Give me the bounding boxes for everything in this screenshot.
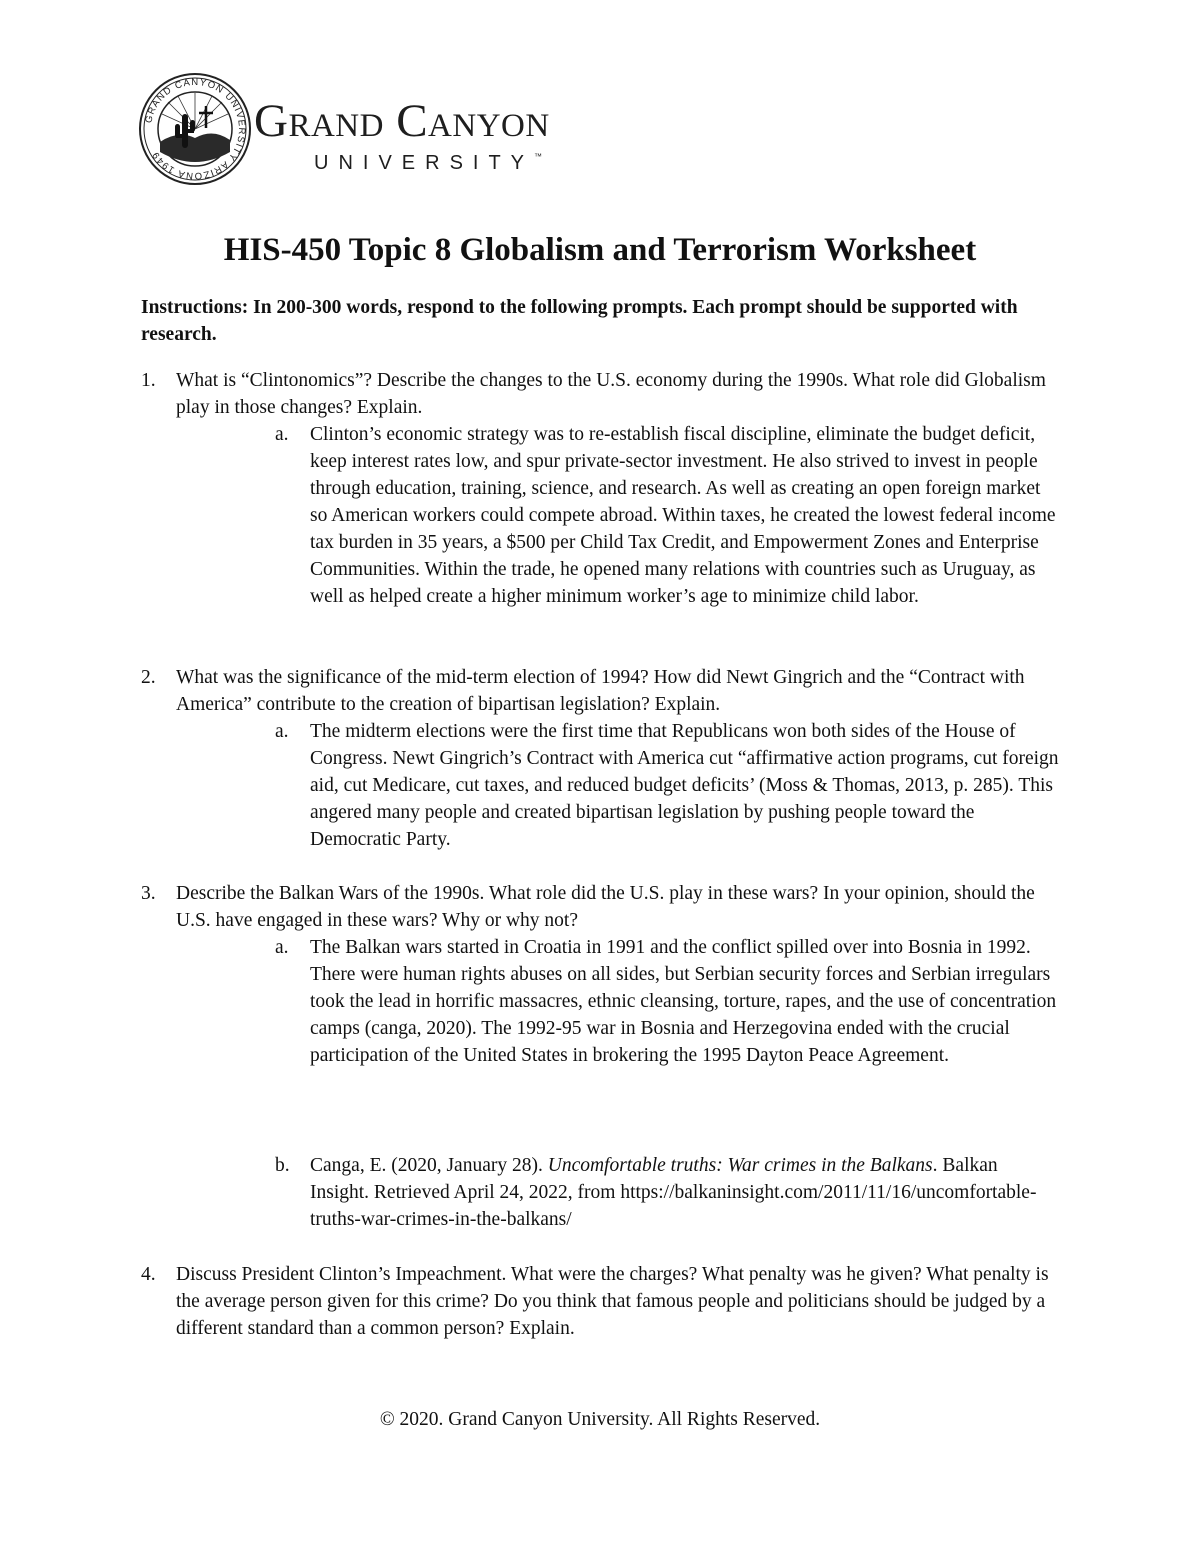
- question-number: 4.: [141, 1264, 156, 1285]
- question-number: 3.: [141, 883, 156, 904]
- question-text: Describe the Balkan Wars of the 1990s. What role did the U.S. play in these wars? In your opinion, should the U.S. have engaged in these wars? Why or why not?: [176, 883, 1035, 931]
- answer-label: a.: [275, 721, 289, 742]
- trademark: ™: [534, 152, 543, 161]
- answer-label: a.: [275, 424, 289, 445]
- answer-text: The midterm elections were the first time that Republicans won both sides of the House of Congress. Newt Gingrich’s Contract with America cut “affirmative action programs, cut foreign aid, cut Medicare, cut taxes, and reduced budget deficits’ (Moss & Thomas, 2013, p. 285). This angered many people and created bipartisan legislation by pushing people toward the Democratic Party.: [310, 721, 1059, 850]
- question-number: 1.: [141, 370, 156, 391]
- citation-label: b.: [275, 1155, 290, 1176]
- answer-text: The Balkan wars started in Croatia in 1991 and the conflict spilled over into Bosnia in 1992. There were human rights abuses on all sides, but Serbian security forces and Serbian irregulars took the lead in horrific massacres, ethnic cleansing, torture, rapes, and the use of concentration camps (canga, 2020). The 1992-95 war in Bosnia and Herzegovina ended with the crucial participation of the United States in brokering the 1995 Dayton Peace Agreement.: [310, 937, 1057, 1066]
- wordmark-main: Grand Canyon: [254, 95, 550, 147]
- citation-title: Uncomfortable truths: War crimes in the Balkans: [547, 1155, 933, 1176]
- svg-text:GRAND CANYON UNIVERSITY ARIZON: GRAND CANYON UNIVERSITY ARIZONA 1949: [143, 76, 248, 182]
- wordmark-university: UNIVERSITY: [314, 152, 535, 174]
- question-number: 2.: [141, 667, 156, 688]
- instructions: Instructions: In 200-300 words, respond to the following prompts. Each prompt should be supported with research.: [141, 297, 1018, 345]
- page-title: HIS-450 Topic 8 Globalism and Terrorism Worksheet: [223, 232, 977, 268]
- question-text: What was the significance of the mid-term election of 1994? How did Newt Gingrich and the “Contract with America” contribute to the creation of bipartisan legislation? Explain.: [176, 667, 1025, 715]
- answer-text: Clinton’s economic strategy was to re-establish fiscal discipline, eliminate the budget deficit, keep interest rates low, and spur private-sector investment. He also strived to invest in people through education, training, science, and research. As well as creating an open foreign market so American workers could compete abroad. Within taxes, he created the lowest federal income tax burden in 35 years, a $500 per Child Tax Credit, and Empowerment Zones and Enterprise Communities. Within the trade, he opened many relations with countries such as Uruguay, as well as helped create a higher minimum worker’s age to minimize child labor.: [310, 424, 1056, 607]
- university-seal-icon: [138, 72, 252, 186]
- university-wordmark: [254, 95, 550, 175]
- citation-author: Canga, E. (2020, January 28).: [310, 1155, 548, 1176]
- wordmark-sub: [314, 152, 550, 175]
- citation-rest: . Balkan Insight. Retrieved April 24, 2022, from https://balkaninsight.com/2011/11/16/uncomfortable-truths-war-crimes-in-the-balkans/: [310, 1155, 1037, 1230]
- question-text: Discuss President Clinton’s Impeachment. What were the charges? What penalty was he given? What penalty is the average person given for this crime? Do you think that famous people and politicians should be judged by a different standard than a common person? Explain.: [176, 1264, 1049, 1339]
- citation: [310, 1152, 1060, 1233]
- answer-label: a.: [275, 937, 289, 958]
- university-logo: [138, 72, 638, 192]
- question-text: What is “Clintonomics”? Describe the changes to the U.S. economy during the 1990s. What role did Globalism play in those changes? Explain.: [176, 370, 1046, 418]
- copyright-footer: © 2020. Grand Canyon University. All Rights Reserved.: [379, 1409, 821, 1430]
